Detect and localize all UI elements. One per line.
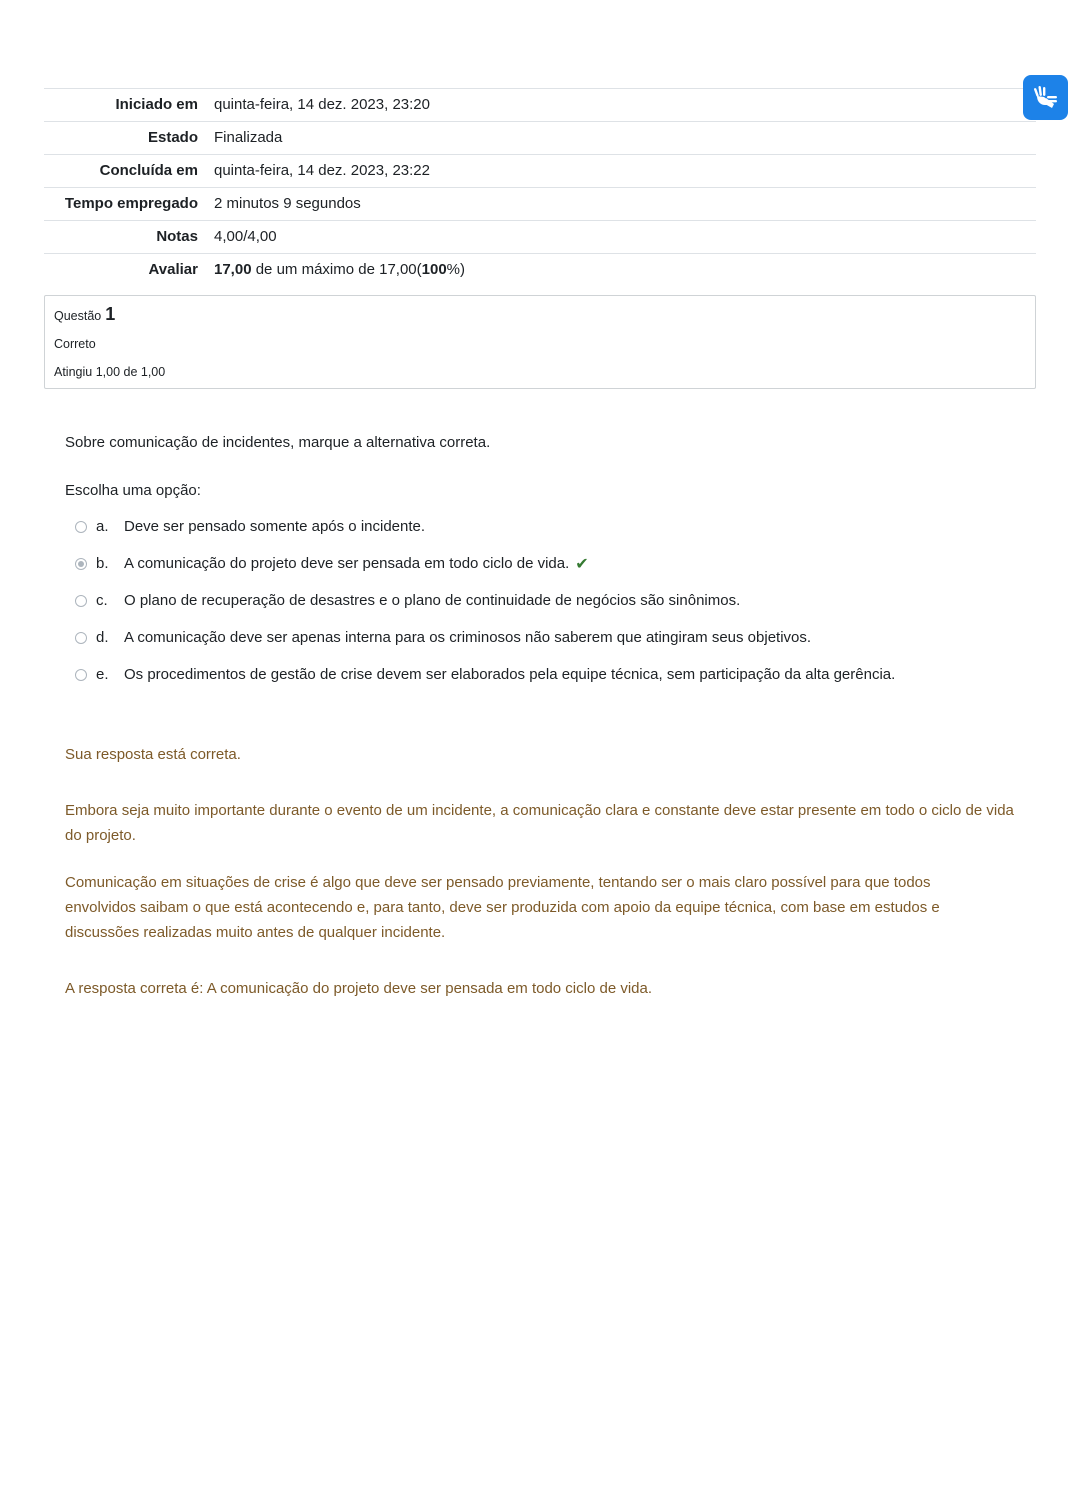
- answer-option-b[interactable]: [65, 545, 1025, 582]
- option-text: A comunicação deve ser apenas interna para os criminosos não saberem que atingiram seus objetivos.: [124, 629, 812, 646]
- answer-options: [65, 508, 1025, 693]
- summary-label: Iniciado em: [115, 96, 198, 113]
- summary-label: Notas: [156, 228, 198, 245]
- radio-button[interactable]: [75, 558, 87, 570]
- summary-label: Estado: [147, 129, 198, 146]
- option-letter: c.: [96, 592, 108, 609]
- right-answer: A resposta correta é: A comunicação do projeto deve ser pensada em todo ciclo de vida.: [65, 980, 653, 997]
- summary-value: quinta-feira, 14 dez. 2023, 23:20: [214, 96, 430, 113]
- summary-label: Tempo empregado: [64, 195, 198, 212]
- summary-value: 4,00/4,00: [214, 228, 277, 245]
- summary-value: 2 minutos 9 segundos: [214, 195, 361, 212]
- summary-row-grade: [44, 254, 1036, 287]
- option-letter: a.: [96, 518, 109, 535]
- summary-value: Finalizada: [214, 129, 283, 146]
- summary-row-started: [44, 89, 1036, 122]
- feedback-status: Sua resposta está correta.: [65, 746, 241, 763]
- radio-button[interactable]: [75, 632, 87, 644]
- answer-prompt: Escolha uma opção:: [65, 482, 201, 499]
- radio-button[interactable]: [75, 595, 87, 607]
- option-letter: d.: [96, 629, 109, 646]
- option-text: Os procedimentos de gestão de crise devem ser elaborados pela equipe técnica, sem participação da alta gerência.: [124, 666, 896, 683]
- option-text: A comunicação do projeto deve ser pensada em todo ciclo de vida.: [124, 555, 570, 572]
- attempt-summary-table: [44, 88, 1036, 286]
- answer-option-a[interactable]: [65, 508, 1025, 545]
- summary-label: Concluída em: [99, 162, 198, 179]
- grade-suffix: %): [446, 261, 466, 278]
- question-number: [54, 304, 1026, 330]
- grade-score: 17,00: [214, 261, 252, 278]
- question-content: [65, 430, 1025, 693]
- question-text: Sobre comunicação de incidentes, marque a alternativa correta.: [65, 434, 491, 451]
- radio-button[interactable]: [75, 669, 87, 681]
- option-letter: b.: [96, 555, 109, 572]
- summary-row-completed: [44, 155, 1036, 188]
- question-info-box: [44, 295, 1036, 389]
- summary-row-marks: [44, 221, 1036, 254]
- option-text: O plano de recuperação de desastres e o plano de continuidade de negócios são sinônimos.: [124, 592, 741, 609]
- summary-row-state: [44, 122, 1036, 155]
- option-letter: e.: [96, 666, 109, 683]
- feedback-paragraph: Comunicação em situações de crise é algo que deve ser pensado previamente, tentando ser o mais claro possível para que todos envolvidos saibam o que está acontecendo e, para tanto, deve ser produzida com apoio da equipe técnica, com base em estudos e discussões realizadas muito antes de qualquer incidente.: [65, 874, 940, 941]
- question-label: Questão: [54, 309, 102, 323]
- summary-value: quinta-feira, 14 dez. 2023, 23:22: [214, 162, 430, 179]
- accessibility-button[interactable]: [1023, 75, 1068, 120]
- option-text: Deve ser pensado somente após o incidente.: [124, 518, 426, 535]
- summary-value: [214, 254, 1036, 287]
- feedback-paragraph: Embora seja muito importante durante o evento de um incidente, a comunicação clara e constante deve estar presente em todo o ciclo de vida do projeto.: [65, 802, 1014, 844]
- hand-sign-language-icon: [1032, 84, 1060, 112]
- grade-percent: 100: [421, 261, 447, 278]
- grade-middle: de um máximo de 17,00(: [251, 261, 422, 278]
- answer-option-e[interactable]: [65, 656, 1025, 693]
- answer-option-c[interactable]: [65, 582, 1025, 619]
- correct-check-icon: ✔: [575, 555, 589, 573]
- summary-label: Avaliar: [148, 261, 198, 278]
- question-state: Correto: [54, 337, 96, 351]
- answer-option-d[interactable]: [65, 619, 1025, 656]
- question-mark: Atingiu 1,00 de 1,00: [54, 365, 166, 379]
- summary-row-time: [44, 188, 1036, 221]
- radio-button[interactable]: [75, 521, 87, 533]
- question-number-value: 1: [105, 304, 116, 324]
